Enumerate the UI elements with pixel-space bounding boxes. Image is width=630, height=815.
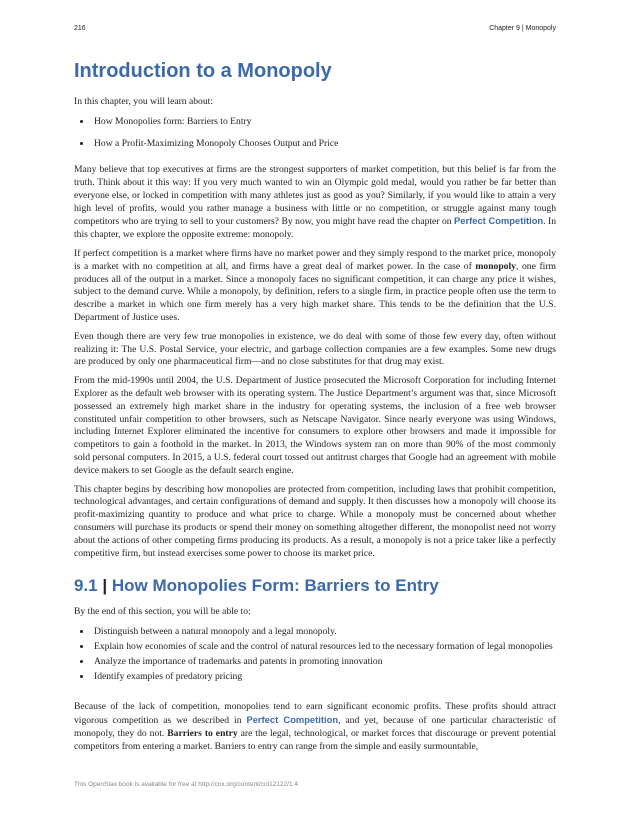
page-number: 216 <box>74 25 86 32</box>
intro-paragraph-1 <box>74 164 556 242</box>
key-term-monopoly: monopoly <box>475 260 516 272</box>
paragraph-text: , one firm produces all of the output in a market. Since a monopoly faces no significant competition, it can charge any price it wishes, subject to the demand curve. While a monopoly, by definition, refers to a single firm, in practice people often use the term to describe a market in which one firm merely has a very high market share. This tends to be the definition that the U.S. Department of Justice uses. <box>74 260 556 324</box>
page-footer: This OpenStax book is available for free at http://cnx.org/content/col12122/1.4 <box>74 781 299 788</box>
list-item: • Explain how economies of scale and the control of natural resources led to the necessary formation of legal monopolies <box>92 640 556 653</box>
page-content <box>74 56 556 759</box>
list-item: • How a Profit-Maximizing Monopoly Chooses Output and Price <box>92 137 556 150</box>
section-separator: | <box>102 576 108 596</box>
paragraph-text: are the legal, technological, or market forces that discourage or prevent potential competitors from entering a market. Barriers to entry can range from the simple and easily surmountable, <box>74 727 556 752</box>
topic-list <box>74 115 556 151</box>
perfect-competition-link[interactable]: Perfect Competition <box>246 714 339 725</box>
intro-paragraph-4: From the mid-1990s until 2004, the U.S. Department of Justice prosecuted the Microsoft Corporation for including Internet Explorer as the default web browser with its operating system. The Justice Department’s argument was that, since Microsoft possessed an extremely high market share in the industry for operating systems, the inclusion of a free web browser constituted unfair competition to other browsers, such as Netscape Navigator. Since nearly everyone was using Windows, including Internet Explorer eliminated the incentive for consumers to explore other browsers and made it impossible for competitors to gain a foothold in the market. In 2013, the Windows system ran on more than 90% of the most commonly sold personal computers. In 2015, a U.S. federal court tossed out antitrust charges that Google had an agreement with mobile device makers to set Google as the default search engine. <box>74 375 556 476</box>
list-item: • Analyze the importance of trademarks and patents in promoting innovation <box>92 655 556 668</box>
paragraph-text: Many believe that top executives at firms are the strongest supporters of market competition, but this belief is far from the truth. Think about it this way: If you very much wanted to win an Olympic gold medal, would you rather be far better than everyone else, or locked in competition with many athletes just as good as you? Similarly, if you would like to attain a very high level of profits, would you rather manage a business with little or no competition, or struggle against many tough competitors who are trying to sell to your customers? By now, you might have read the chapter on <box>74 164 556 228</box>
section-number: 9.1 <box>74 576 98 596</box>
intro-paragraph-5: This chapter begins by describing how monopolies are protected from competition, including laws that prohibit competition, technological advantages, and certain configurations of demand and supply. It then discusses how a monopoly will choose its profit-maximizing quantity to produce and what price to charge. While a monopoly must be concerned about whether consumers will purchase its products or spend their money on something altogether different, the monopolist need not worry about the actions of other competing firms producing its products. As a result, a monopoly is not a price taker like a perfectly competitive firm, but instead exercises some power to choose its market price. <box>74 483 556 559</box>
list-item: • How Monopolies form: Barriers to Entry <box>92 115 556 128</box>
intro-title: Introduction to a Monopoly <box>74 60 332 82</box>
section-heading <box>74 574 556 598</box>
paragraph-text: . In this chapter, we explore the opposite extreme: monopoly. <box>74 216 556 241</box>
list-item: • Distinguish between a natural monopoly and a legal monopoly. <box>92 625 556 638</box>
section-paragraph-1 <box>74 701 556 753</box>
intro-lead: In this chapter, you will learn about: <box>74 96 213 107</box>
chapter-label: Chapter 9 | Monopoly <box>489 25 556 32</box>
intro-paragraph-3: Even though there are very few true monopolies in existence, we do deal with some of those few every day, often without realizing it: The U.S. Postal Service, your electric, and garbage collection companies are a few examples. Some new drugs are produced by only one pharmaceutical firm—and no close substitutes for that drug may exist. <box>74 330 556 368</box>
objectives-lead: By the end of this section, you will be able to: <box>74 606 251 618</box>
perfect-competition-link[interactable]: Perfect Competition <box>454 215 544 227</box>
objectives-list <box>74 625 556 683</box>
intro-paragraph-2 <box>74 248 556 325</box>
paragraph-text: , and yet, because of one particular characteristic of monopoly, they do not. <box>74 715 557 739</box>
paragraph-text: If perfect competition is a market where firms have no market power and they simply respond to the market price, monopoly is a market with no competition at all, and firms have a great deal of market power. In the case of <box>74 248 556 272</box>
paragraph-text: Because of the lack of competition, monopolies tend to earn significant economic profits. These profits should attract vigorous competition as we described in <box>74 701 556 726</box>
key-term-barriers: Barriers to entry <box>167 727 238 739</box>
section-title: How Monopolies Form: Barriers to Entry <box>111 576 439 596</box>
list-item: • Identify examples of predatory pricing <box>92 670 556 683</box>
